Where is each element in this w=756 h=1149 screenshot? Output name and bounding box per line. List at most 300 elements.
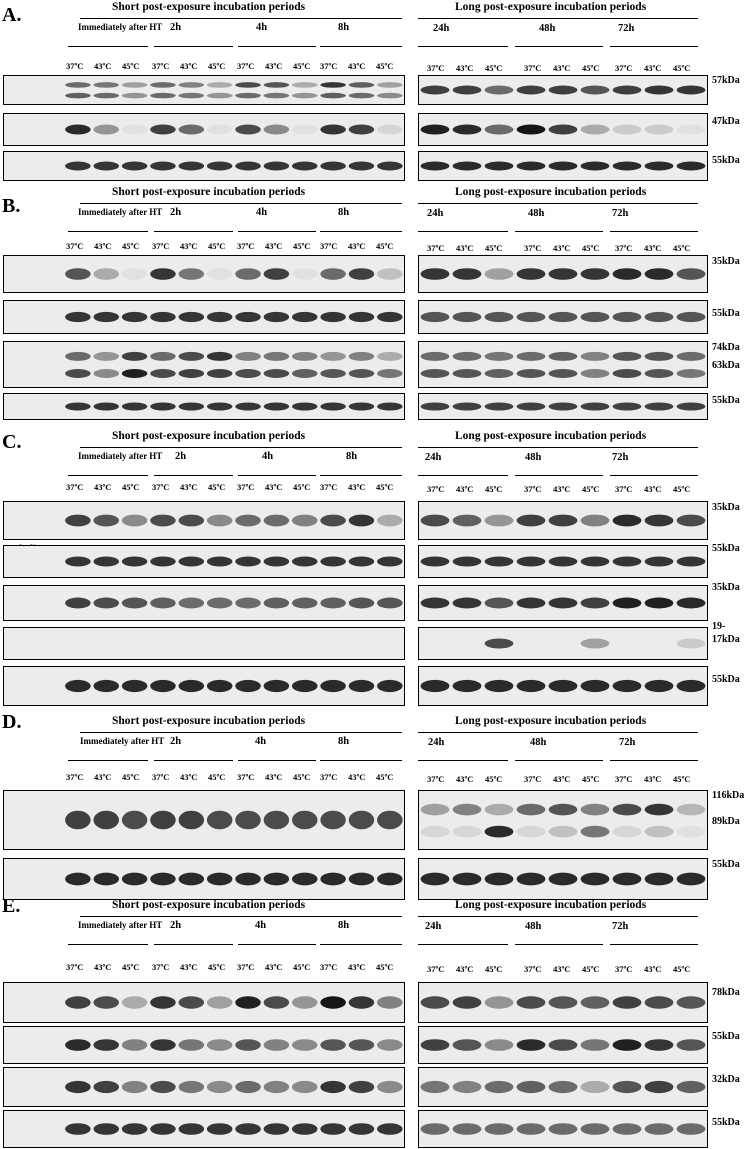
temperature-label: 37ºC	[615, 774, 633, 784]
band	[645, 162, 674, 171]
blot-short	[3, 1026, 405, 1064]
band	[517, 515, 546, 527]
band	[421, 312, 450, 322]
short-timepoint-rule	[238, 231, 316, 232]
temperature-label: 37ºC	[152, 962, 170, 972]
band	[581, 639, 610, 649]
temperature-label: 43ºC	[94, 962, 112, 972]
band	[485, 680, 514, 692]
temperature-label: 43ºC	[456, 484, 474, 494]
temperature-label: 45ºC	[673, 774, 691, 784]
kda-label: 55kDa	[712, 543, 740, 554]
band	[349, 598, 375, 609]
band	[292, 125, 318, 135]
band	[65, 125, 91, 135]
band	[485, 312, 514, 322]
band	[549, 352, 578, 361]
band	[264, 557, 290, 567]
band	[485, 996, 514, 1008]
short-timepoint-label: Immediately after HT	[78, 451, 163, 461]
temperature-label: 45ºC	[673, 484, 691, 494]
band	[453, 996, 482, 1008]
band	[179, 352, 205, 361]
band	[453, 826, 482, 838]
band	[179, 515, 205, 527]
band	[179, 125, 205, 135]
band	[453, 598, 482, 609]
band	[421, 996, 450, 1008]
band	[645, 403, 674, 411]
band	[235, 557, 261, 567]
band	[320, 369, 346, 378]
temperature-label: 45ºC	[376, 482, 394, 492]
band	[613, 86, 642, 95]
band	[421, 1123, 450, 1135]
band	[517, 557, 546, 567]
band	[122, 680, 148, 692]
temperature-label: 45ºC	[376, 61, 394, 71]
long-timepoint-rule	[515, 944, 603, 945]
band	[207, 82, 233, 88]
band	[485, 1039, 514, 1051]
band	[377, 598, 403, 609]
band	[581, 369, 610, 378]
short-timepoint-label: 8h	[338, 736, 350, 747]
band	[122, 268, 148, 280]
band	[320, 1123, 346, 1135]
temperature-label: 43ºC	[180, 241, 198, 251]
band	[485, 369, 514, 378]
band	[453, 312, 482, 322]
temperature-label: 37ºC	[320, 241, 338, 251]
band	[150, 312, 176, 322]
band	[179, 312, 205, 322]
band	[517, 312, 546, 322]
band	[581, 268, 610, 280]
temperature-label: 37ºC	[237, 61, 255, 71]
long-timepoint-label: 24h	[425, 452, 442, 463]
short-timepoint-rule	[154, 944, 233, 945]
band	[93, 93, 119, 99]
temperature-label: 45ºC	[582, 243, 600, 253]
band	[613, 1123, 642, 1135]
band	[320, 352, 346, 361]
band	[292, 93, 318, 99]
band	[292, 515, 318, 527]
temperature-label: 43ºC	[94, 772, 112, 782]
short-timepoint-label: 2h	[170, 736, 182, 747]
short-timepoint-rule	[154, 231, 233, 232]
long-timepoint-rule	[418, 760, 508, 761]
band	[320, 1039, 346, 1051]
blot-short	[3, 1110, 405, 1148]
temperature-label: 45ºC	[122, 772, 140, 782]
band	[207, 873, 233, 886]
band	[65, 268, 91, 280]
temperature-label: 43ºC	[348, 241, 366, 251]
band	[122, 515, 148, 527]
band	[677, 1039, 706, 1051]
band	[122, 1081, 148, 1093]
blot-image	[419, 983, 707, 1022]
temperature-label: 43ºC	[456, 243, 474, 253]
band	[349, 82, 375, 88]
band	[377, 352, 403, 361]
panel-label: A.	[2, 4, 22, 26]
band	[122, 369, 148, 378]
band	[421, 598, 450, 609]
temperature-label: 43ºC	[644, 964, 662, 974]
band	[645, 804, 674, 816]
band	[613, 268, 642, 280]
band	[349, 1081, 375, 1093]
band	[349, 1039, 375, 1051]
kda-label: 17kDa	[712, 634, 740, 645]
temperature-label: 45ºC	[582, 964, 600, 974]
short-timepoint-label: Immediately after HT	[78, 22, 163, 32]
band	[613, 515, 642, 527]
band	[93, 1039, 119, 1051]
band	[517, 1039, 546, 1051]
long-timepoint-label: 48h	[525, 452, 542, 463]
band	[264, 811, 290, 830]
temperature-label: 43ºC	[644, 243, 662, 253]
short-title: Short post-exposure incubation periods	[112, 1, 306, 13]
band	[235, 93, 261, 99]
temperature-label: 37ºC	[524, 484, 542, 494]
long-timepoint-rule	[610, 760, 698, 761]
band	[207, 162, 233, 171]
short-timepoint-label: 2h	[170, 207, 182, 218]
band	[349, 125, 375, 135]
band	[645, 515, 674, 527]
temperature-label: 37ºC	[427, 774, 445, 784]
blot-image	[419, 628, 707, 659]
temperature-label: 37ºC	[615, 484, 633, 494]
band	[485, 162, 514, 171]
panel-label: B.	[2, 195, 21, 217]
long-timepoint-rule	[610, 231, 698, 232]
band	[235, 811, 261, 830]
band	[613, 1081, 642, 1093]
band	[485, 639, 514, 649]
band	[485, 352, 514, 361]
temperature-label: 45ºC	[673, 964, 691, 974]
band	[207, 312, 233, 322]
band	[292, 403, 318, 411]
temperature-label: 45ºC	[485, 774, 503, 784]
band	[292, 598, 318, 609]
band	[93, 515, 119, 527]
temperature-label: 37ºC	[66, 772, 84, 782]
band	[207, 268, 233, 280]
band	[65, 598, 91, 609]
blot-long	[418, 255, 708, 293]
band	[517, 804, 546, 816]
band	[93, 82, 119, 88]
kda-label: 19-	[712, 621, 726, 632]
blot-long	[418, 982, 708, 1023]
band	[485, 403, 514, 411]
band	[349, 557, 375, 567]
kda-label: 89kDa	[712, 816, 740, 827]
short-timepoint-label: 2h	[170, 920, 182, 931]
temperature-label: 43ºC	[265, 61, 283, 71]
blot-image	[4, 586, 404, 620]
band	[613, 162, 642, 171]
band	[207, 1039, 233, 1051]
band	[485, 86, 514, 95]
band	[292, 1123, 318, 1135]
band	[453, 873, 482, 886]
band	[549, 680, 578, 692]
band	[235, 515, 261, 527]
band	[65, 162, 91, 171]
temperature-label: 37ºC	[524, 243, 542, 253]
band	[677, 1081, 706, 1093]
band	[150, 162, 176, 171]
temperature-label: 43ºC	[265, 241, 283, 251]
band	[677, 826, 706, 838]
band	[421, 804, 450, 816]
short-timepoint-rule	[320, 944, 402, 945]
band	[264, 1123, 290, 1135]
band	[549, 1039, 578, 1051]
kda-label: 35kDa	[712, 256, 740, 267]
band	[65, 82, 91, 88]
band	[453, 86, 482, 95]
band	[349, 996, 375, 1008]
band	[377, 403, 403, 411]
band	[377, 996, 403, 1008]
kda-label: 55kDa	[712, 674, 740, 685]
blot-long	[418, 790, 708, 850]
band	[349, 312, 375, 322]
temperature-label: 43ºC	[553, 63, 571, 73]
temperature-label: 45ºC	[208, 962, 226, 972]
long-timepoint-rule	[515, 46, 603, 47]
band	[320, 82, 346, 88]
band	[421, 162, 450, 171]
band	[264, 268, 290, 280]
long-timepoint-label: 72h	[618, 23, 635, 34]
blot-image	[4, 546, 404, 577]
band	[549, 804, 578, 816]
band	[613, 125, 642, 135]
band	[264, 312, 290, 322]
band	[235, 82, 261, 88]
band	[645, 1039, 674, 1051]
blot-image	[419, 1111, 707, 1147]
band	[65, 93, 91, 99]
band	[179, 93, 205, 99]
blot-image	[419, 342, 707, 387]
short-timepoint-rule	[154, 46, 233, 47]
temperature-label: 45ºC	[293, 61, 311, 71]
band	[179, 873, 205, 886]
band	[349, 93, 375, 99]
blot-long	[418, 585, 708, 621]
temperature-label: 43ºC	[348, 61, 366, 71]
band	[264, 403, 290, 411]
short-timepoint-rule	[238, 46, 316, 47]
band	[179, 996, 205, 1008]
band	[677, 515, 706, 527]
temperature-label: 45ºC	[582, 774, 600, 784]
band	[517, 369, 546, 378]
band	[207, 515, 233, 527]
temperature-label: 37ºC	[615, 964, 633, 974]
kda-label: 35kDa	[712, 582, 740, 593]
temperature-label: 43ºC	[180, 482, 198, 492]
temperature-label: 37ºC	[152, 482, 170, 492]
short-timepoint-label: 8h	[338, 207, 350, 218]
band	[377, 811, 403, 830]
kda-label: 55kDa	[712, 1031, 740, 1042]
band	[485, 268, 514, 280]
kda-label: 63kDa	[712, 360, 740, 371]
band	[613, 312, 642, 322]
band	[645, 369, 674, 378]
blot-long	[418, 1067, 708, 1107]
band	[453, 680, 482, 692]
band	[421, 680, 450, 692]
band	[645, 86, 674, 95]
long-timepoint-rule	[418, 231, 508, 232]
band	[179, 557, 205, 567]
band	[581, 826, 610, 838]
temperature-label: 43ºC	[456, 63, 474, 73]
temperature-label: 45ºC	[122, 241, 140, 251]
band	[122, 996, 148, 1008]
blot-short	[3, 627, 405, 660]
blot-image	[4, 791, 404, 849]
short-timepoint-rule	[154, 475, 233, 476]
blot-image	[419, 791, 707, 849]
band	[581, 1123, 610, 1135]
blot-long	[418, 151, 708, 181]
band	[517, 680, 546, 692]
band	[235, 125, 261, 135]
band	[65, 557, 91, 567]
blot-long	[418, 627, 708, 660]
band	[613, 352, 642, 361]
temperature-label: 37ºC	[66, 482, 84, 492]
band	[377, 873, 403, 886]
temperature-label: 37ºC	[66, 61, 84, 71]
short-title-rule	[80, 18, 402, 19]
blot-image	[419, 502, 707, 539]
long-timepoint-label: 24h	[433, 23, 450, 34]
kda-label: 78kDa	[712, 987, 740, 998]
band	[517, 826, 546, 838]
band	[320, 125, 346, 135]
band	[517, 86, 546, 95]
band	[549, 1081, 578, 1093]
band	[549, 86, 578, 95]
blot-image	[419, 256, 707, 292]
band	[453, 352, 482, 361]
band	[320, 403, 346, 411]
blot-short	[3, 1067, 405, 1107]
blot-short	[3, 790, 405, 850]
band	[292, 873, 318, 886]
band	[377, 125, 403, 135]
band	[517, 352, 546, 361]
band	[349, 268, 375, 280]
temperature-label: 43ºC	[456, 964, 474, 974]
band	[517, 598, 546, 609]
band	[377, 268, 403, 280]
long-title-rule	[418, 447, 698, 448]
band	[235, 403, 261, 411]
blot-short	[3, 75, 405, 105]
temperature-label: 37ºC	[320, 482, 338, 492]
band	[645, 598, 674, 609]
band	[517, 268, 546, 280]
long-timepoint-rule	[515, 231, 603, 232]
band	[645, 557, 674, 567]
kda-label: 47kDa	[712, 116, 740, 127]
band	[453, 162, 482, 171]
temperature-label: 37ºC	[320, 61, 338, 71]
band	[349, 369, 375, 378]
band	[485, 873, 514, 886]
long-timepoint-rule	[418, 46, 508, 47]
long-title: Long post-exposure incubation periods	[455, 430, 647, 442]
short-timepoint-label: 2h	[170, 22, 182, 33]
short-timepoint-label: 4h	[256, 207, 268, 218]
band	[122, 598, 148, 609]
band	[453, 125, 482, 135]
temperature-label: 45ºC	[208, 772, 226, 782]
temperature-label: 37ºC	[66, 962, 84, 972]
band	[207, 1081, 233, 1093]
band	[485, 826, 514, 838]
band	[150, 352, 176, 361]
temperature-label: 37ºC	[615, 63, 633, 73]
short-timepoint-label: 8h	[338, 22, 350, 33]
blot-image	[4, 114, 404, 145]
band	[645, 680, 674, 692]
band	[613, 369, 642, 378]
band	[150, 873, 176, 886]
band	[421, 369, 450, 378]
temperature-label: 37ºC	[152, 241, 170, 251]
short-title-rule	[80, 203, 402, 204]
temperature-label: 43ºC	[348, 772, 366, 782]
band	[453, 1123, 482, 1135]
short-title: Short post-exposure incubation periods	[112, 186, 306, 198]
band	[65, 312, 91, 322]
band	[485, 1123, 514, 1135]
band	[349, 1123, 375, 1135]
band	[179, 1081, 205, 1093]
band	[65, 1081, 91, 1093]
kda-label: 55kDa	[712, 155, 740, 166]
temperature-label: 37ºC	[320, 962, 338, 972]
band	[93, 268, 119, 280]
band	[235, 312, 261, 322]
temperature-label: 45ºC	[485, 484, 503, 494]
blot-long	[418, 113, 708, 146]
blot-image	[4, 256, 404, 292]
band	[320, 598, 346, 609]
band	[453, 515, 482, 527]
temperature-label: 45ºC	[122, 482, 140, 492]
blot-long	[418, 341, 708, 388]
band	[517, 1123, 546, 1135]
